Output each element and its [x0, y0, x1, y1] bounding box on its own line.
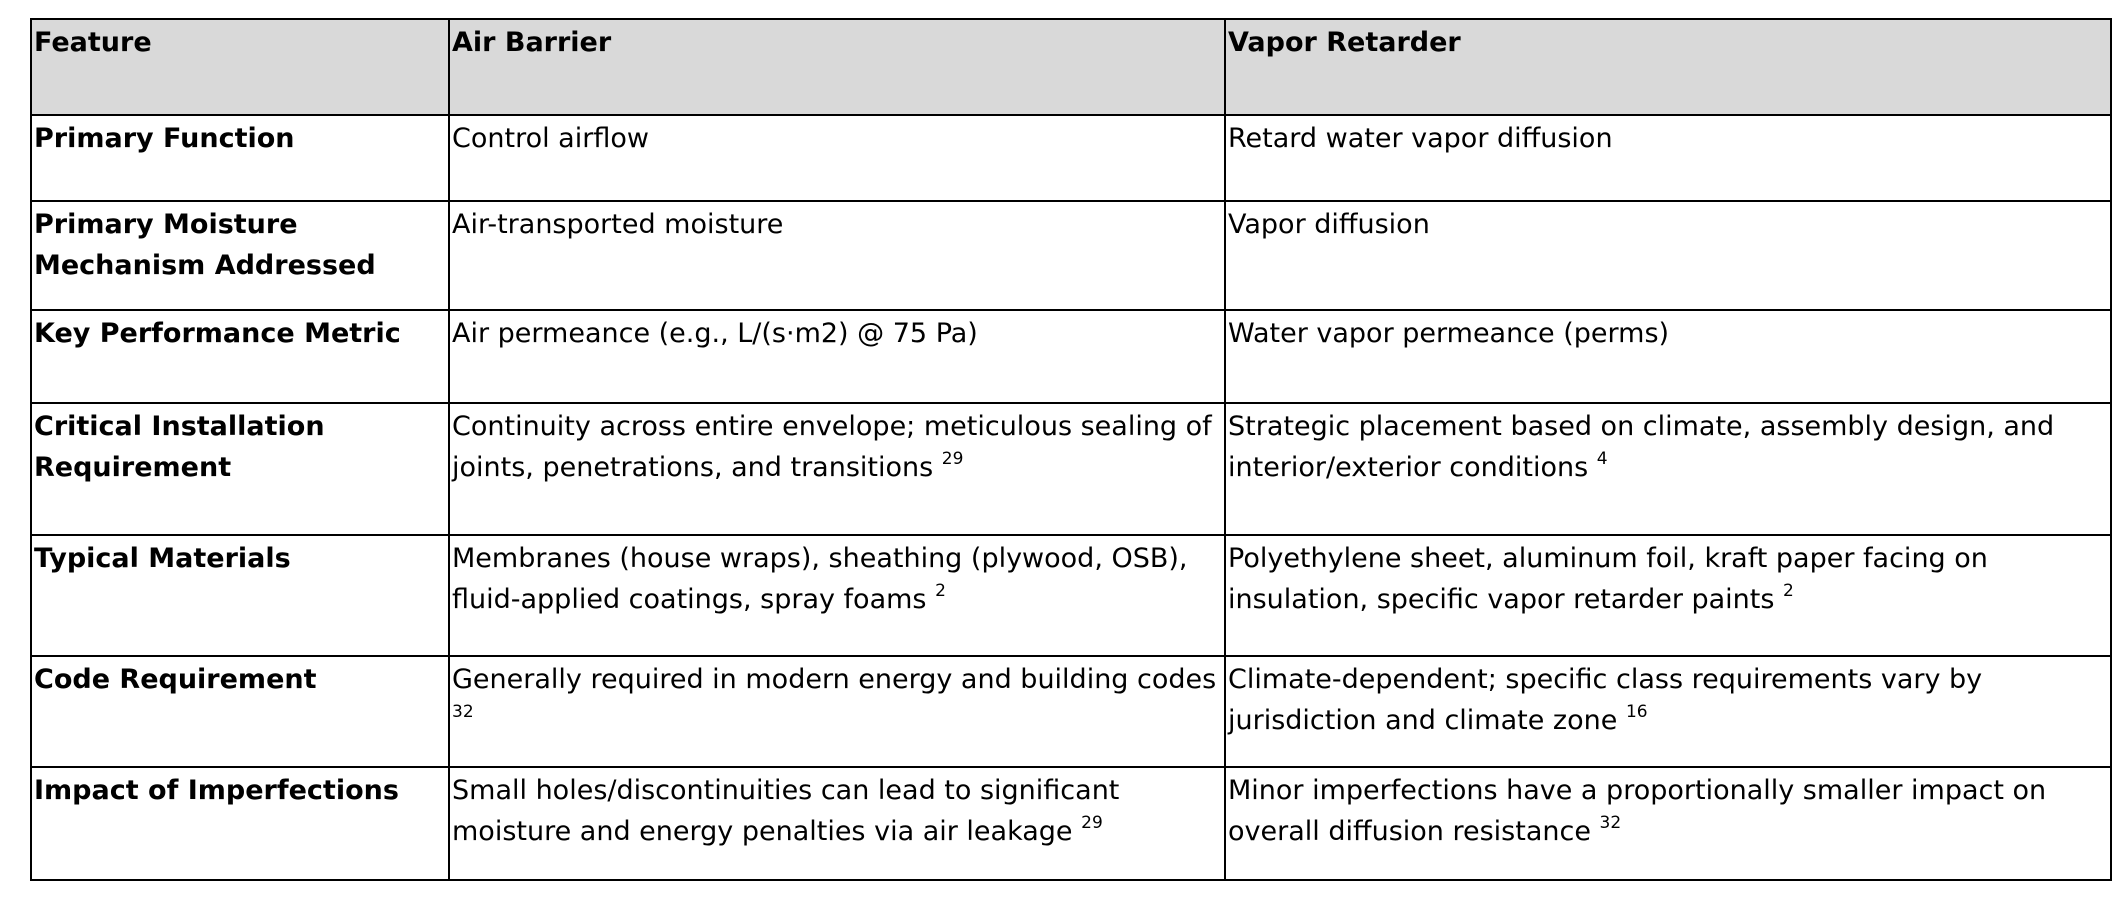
cell-text: Polyethylene sheet, aluminum foil, kraft paper facing on insulation, specific vapor retarder paints: [1228, 543, 1988, 615]
vapor-retarder-cell: [1225, 767, 2111, 880]
cell-text: Vapor diffusion: [1228, 209, 1430, 240]
reference-superscript: 4: [1596, 449, 1608, 469]
reference-superscript: 2: [935, 581, 946, 601]
table-row: [31, 656, 2111, 767]
cell-text: Air permeance (e.g., L/(s·m2) @ 75 Pa): [452, 318, 978, 349]
feature-cell: Typical Materials: [31, 535, 449, 656]
table-row: [31, 201, 2111, 310]
comparison-table: [30, 18, 2112, 881]
feature-cell: Impact of Imperfections: [31, 767, 449, 880]
cell-text: Continuity across entire envelope; meticulous sealing of joints, penetrations, and transitions: [452, 411, 1212, 483]
vapor-retarder-cell: [1225, 310, 2111, 403]
cell-text: Strategic placement based on climate, assembly design, and interior/exterior conditions: [1228, 411, 2055, 483]
cell-text: Air-transported moisture: [452, 209, 784, 240]
air-barrier-cell: [449, 310, 1225, 403]
vapor-retarder-cell: [1225, 535, 2111, 656]
table-row: [31, 310, 2111, 403]
reference-superscript: 16: [1625, 702, 1648, 722]
feature-cell: Code Requirement: [31, 656, 449, 767]
table-row: [31, 535, 2111, 656]
header-row: [31, 19, 2111, 115]
air-barrier-cell: [449, 201, 1225, 310]
feature-cell: Critical Installation Requirement: [31, 403, 449, 535]
vapor-retarder-cell: [1225, 403, 2111, 535]
header-vapor-retarder: Vapor Retarder: [1225, 19, 2111, 115]
feature-cell: Primary Function: [31, 115, 449, 201]
table-header: [31, 19, 2111, 115]
cell-text: Membranes (house wraps), sheathing (plywood, OSB), fluid-applied coatings, spray foams: [452, 543, 1188, 615]
cell-text: Control airflow: [452, 123, 649, 154]
table-row: [31, 767, 2111, 880]
reference-superscript: 32: [452, 702, 474, 722]
air-barrier-cell: [449, 403, 1225, 535]
cell-text: Retard water vapor diffusion: [1228, 123, 1613, 154]
cell-text: Generally required in modern energy and building codes: [452, 664, 1217, 695]
cell-text: Water vapor permeance (perms): [1228, 318, 1670, 349]
vapor-retarder-cell: [1225, 656, 2111, 767]
vapor-retarder-cell: [1225, 201, 2111, 310]
header-air-barrier: Air Barrier: [449, 19, 1225, 115]
cell-text: Small holes/discontinuities can lead to significant moisture and energy penalties via air leakage: [452, 775, 1120, 847]
cell-text: Climate-dependent; specific class requirements vary by jurisdiction and climate zone: [1228, 664, 1983, 736]
air-barrier-cell: [449, 656, 1225, 767]
cell-text: Minor imperfections have a proportionally smaller impact on overall diffusion resistance: [1228, 775, 2047, 847]
table-row: [31, 403, 2111, 535]
air-barrier-cell: [449, 767, 1225, 880]
table-body: [31, 115, 2111, 880]
reference-superscript: 29: [1081, 813, 1103, 833]
air-barrier-cell: [449, 535, 1225, 656]
reference-superscript: 2: [1783, 581, 1794, 601]
vapor-retarder-cell: [1225, 115, 2111, 201]
air-barrier-cell: [449, 115, 1225, 201]
table-row: [31, 115, 2111, 201]
reference-superscript: 32: [1599, 813, 1622, 833]
reference-superscript: 29: [941, 449, 964, 469]
feature-cell: Primary Moisture Mechanism Addressed: [31, 201, 449, 310]
header-feature: Feature: [31, 19, 449, 115]
feature-cell: Key Performance Metric: [31, 310, 449, 403]
